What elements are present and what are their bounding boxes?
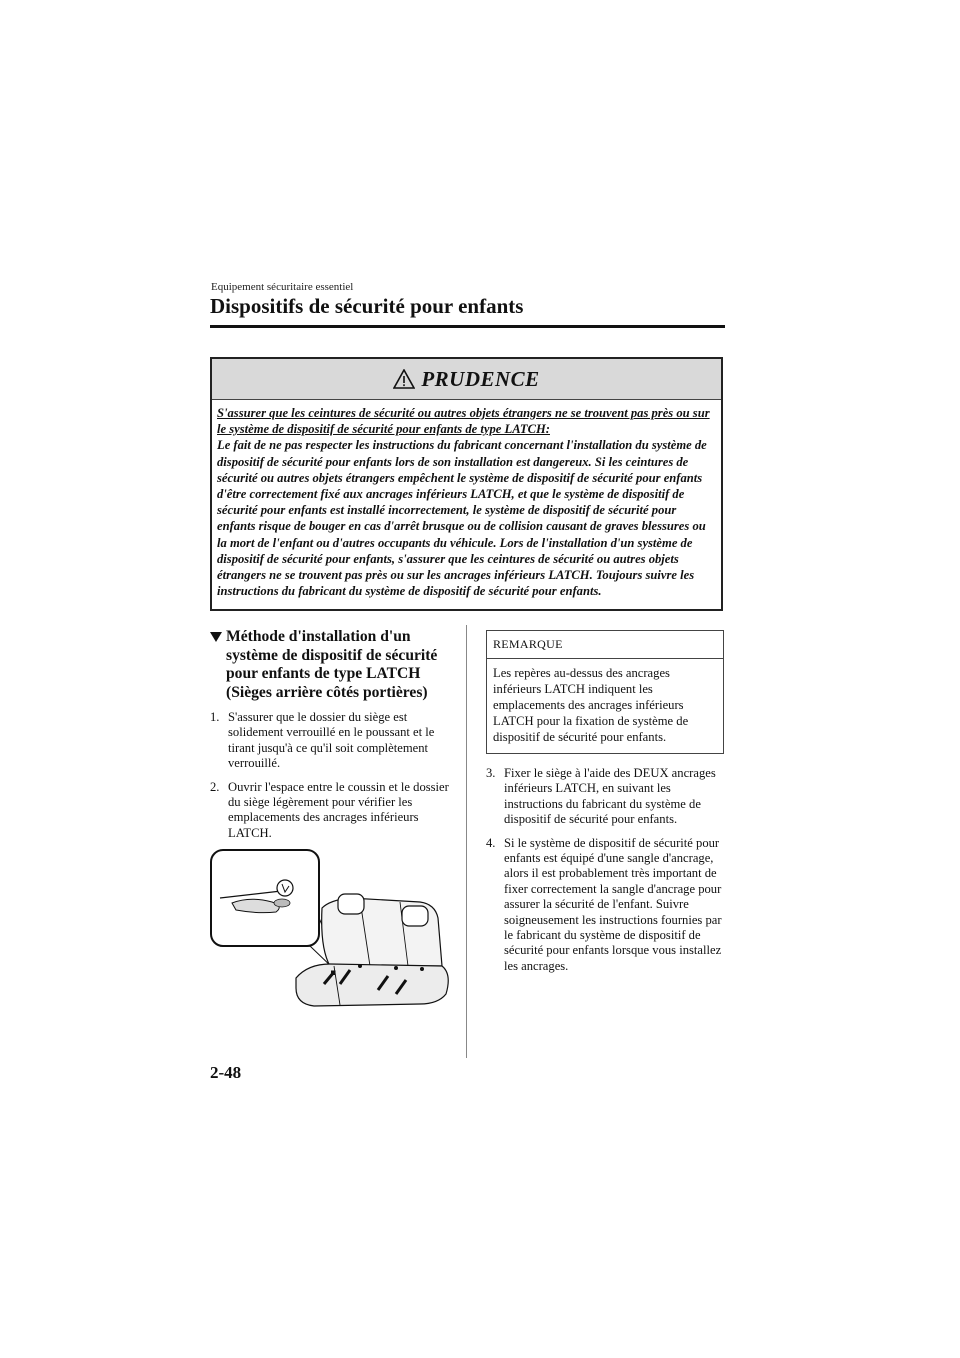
title-rule	[210, 325, 725, 328]
step-number: 3.	[486, 766, 496, 780]
note-box	[486, 630, 724, 754]
page-title: Dispositifs de sécurité pour enfants	[210, 294, 524, 318]
step-item	[210, 780, 450, 842]
section-label: Equipement sécuritaire essentiel	[211, 281, 354, 293]
caution-box	[210, 357, 723, 611]
column-divider	[466, 625, 467, 1058]
step-number: 1.	[210, 710, 220, 724]
method-heading-text: Méthode d'installation d'un système de dispositif de sécurité pour enfants de type LATCH (Sièges arrière côtés portières)	[226, 628, 438, 701]
note-body: Les repères au-dessus des ancrages inférieurs LATCH indiquent les emplacements des ancrages inférieurs LATCH pour la fixation de système de dispositif de sécurité pour enfants.	[493, 666, 689, 744]
warning-triangle-icon	[393, 369, 415, 389]
caution-body	[212, 400, 721, 599]
step-list-right	[486, 766, 726, 974]
step-text: Fixer le siège à l'aide des DEUX ancrages inférieurs LATCH, en suivant les instructions du fabricant du système de dispositif de sécurité pour enfants.	[504, 766, 716, 827]
rear-seat-latch-illustration	[210, 848, 450, 1008]
step-number: 2.	[210, 779, 220, 794]
note-title: REMARQUE	[487, 631, 723, 659]
right-column	[486, 630, 726, 982]
step-item	[210, 710, 450, 772]
caution-lead: S'assurer que les ceintures de sécurité ou autres objets étrangers ne se trouvent pas près ou sur le système de dispositif de sécurité pour enfants de type LATCH:	[217, 406, 710, 437]
step-list-left	[210, 710, 450, 841]
step-number: 4.	[486, 835, 496, 850]
step-text: S'assurer que le dossier du siège est solidement verrouillé en le poussant et le tirant jusqu'à ce qu'il soit complètement verrouillé.	[228, 710, 435, 771]
step-text: Si le système de dispositif de sécurité pour enfants est équipé d'une sangle d'ancrage, alors il est probablement très important de fixer correctement la sangle d'ancrage pour assurer la sécurité de l'enfant. Suivre soigneusement les instructions fournies par le fabricant du système de dispositif de sécurité pour enfants lorsque vous installez les ancrages.	[504, 835, 722, 973]
step-item	[486, 836, 726, 975]
method-heading	[210, 628, 450, 702]
left-column	[210, 628, 450, 849]
step-text: Ouvrir l'espace entre le coussin et le dossier du siège légèrement pour vérifier les emplacements des ancrages inférieurs LATCH.	[228, 779, 449, 840]
page-number: 2-48	[210, 1063, 242, 1082]
triangle-down-icon	[210, 631, 222, 643]
caution-title: PRUDENCE	[421, 366, 540, 391]
step-item	[486, 766, 726, 828]
caution-header	[212, 359, 721, 400]
caution-text: Le fait de ne pas respecter les instructions du fabricant concernant l'installation du système de dispositif de sécurité pour enfants lors de son installation est dangereux. Si les ceintures de sécurité ou autres objets étrangers empêchent le système de dispositif de sécurité pour enfants d'être correctement fixé aux ancrages inférieurs LATCH, et que le système de dispositif de sécurité pour enfants est installé incorrectement, le système de dispositif de sécurité pour enfants risque de bouger en cas d'arrêt brusque ou de collision causant de graves blessures ou la mort de l'enfant ou d'autres occupants du véhicule. Lors de l'installation d'un système de dispositif de sécurité pour enfants, s'assurer que les ceintures de sécurité ou autres objets étrangers ne se trouvent pas près ou sur les ancrages inférieurs LATCH. Toujours suivre les instructions du fabricant du système de dispositif de sécurité pour enfants.	[217, 438, 707, 599]
